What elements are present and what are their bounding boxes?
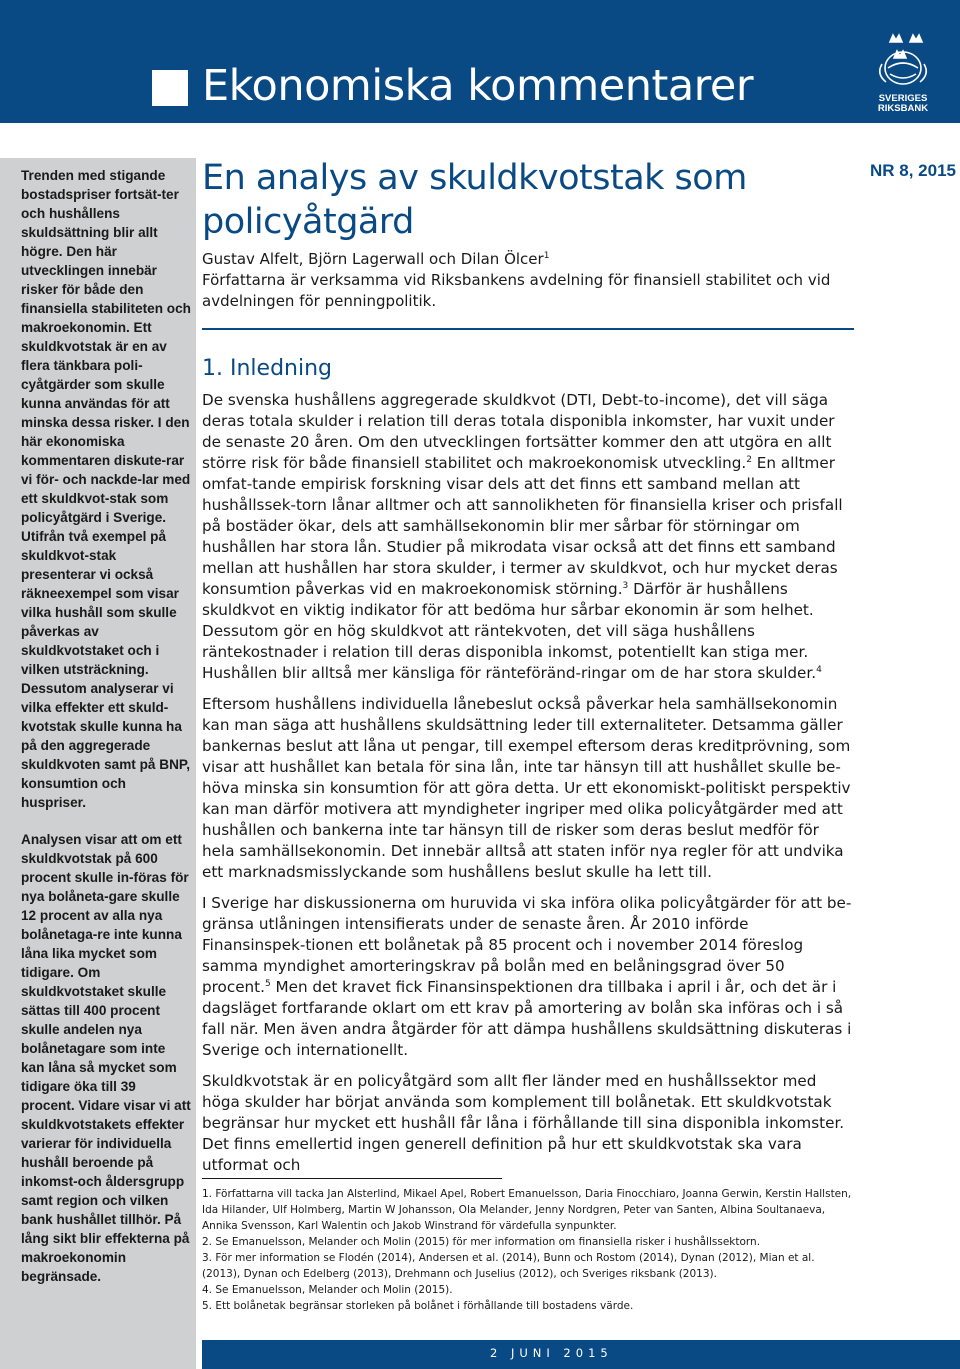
- logo-text-line1: SVERIGES: [878, 93, 928, 104]
- author-affiliation: Författarna är verksamma vid Riksbankens avdelning för finansiell stabilitet och vid avdelningen för penningpolitik.: [202, 271, 831, 310]
- p3-text-a: I Sverige har diskussionerna om huruvida vi ska införa olika policyåtgärder för att be-gränsa utlåningen intensifierats under de senaste åren. År 2010 införde Finansinspek-tionen ett bolånetak på 85 procent och i november 2014 föreslog samma myndighet amorteringskrav på bolån med en belåningsgrad över 50 procent.: [202, 894, 852, 996]
- footnote: 2. Se Emanuelsson, Melander och Molin (2015) för mer information om finansiella risker i hushållssektorn.: [202, 1236, 761, 1248]
- body-paragraph-3: [202, 893, 852, 1061]
- section-heading: 1. Inledning: [202, 356, 332, 381]
- summary-sidebar: [0, 158, 196, 1369]
- footnote: 4. Se Emanuelsson, Melander och Molin (2015).: [202, 1284, 453, 1296]
- footnote-ref: 2: [746, 454, 752, 465]
- body-paragraph-2: Eftersom hushållens individuella lånebeslut också påverkar hela samhällsekonomin kan man säga att hushållens skuldsättning leder till externaliteter. Detsamma gäller bankernas beslut att låna ut pengar, till exempel eftersom deras kreditprövning, som visar att hushållet kan betala för sina lån, inte tar hänsyn till att hushållet skulle be-höva minska sin konsumtion för att göra detta. Ur ett ekonomiskt-politiskt perspektiv kan man därför motivera att myndigheter ingriper med olika policyåtgärder med att hushållen och bankerna inte tar hänsyn till de risker som deras beslut medför för hela samhällsekonomin. Det innebär alltså att staten inför nya regler för att undvika ett marknadsmisslyckande som hushållens beslut skulle ha lett till.: [202, 695, 851, 881]
- authors: Gustav Alfelt, Björn Lagerwall och Dilan Ölcer: [202, 250, 544, 268]
- article-title: En analys av skuldkvotstak som policyåtgärd: [202, 158, 747, 242]
- author-block: [202, 246, 852, 312]
- article-body: [202, 390, 852, 1186]
- title-divider: [202, 328, 854, 330]
- p1-text-c: Därför är hushållens skuldkvot en viktig indikator för att bedöma hur sårbar ekonomin är som helhet. Dessutom gör en hög skuldkvot att räntekvoten, det vill säga hushållens räntekostnader i relation till deras disponibla inkomst, potentiellt kan stiga mer. Hushållen blir alltså mer känsliga för ränteföränd-ringar om de har stora skulder.: [202, 580, 817, 682]
- summary-text: [21, 166, 191, 1304]
- footnote-ref: 3: [622, 580, 629, 591]
- summary-paragraph-2: Analysen visar att om ett skuldkvotstak på 600 procent skulle in-föras för nya bolåneta-gare skulle 12 procent av alla nya bolånetaga-re inte kunna låna lika mycket som tidigare. Om skuldkvotstaket skulle sättas till 400 procent skulle andelen nya bolånetagare som inte kan låna så mycket som tidigare öka till 39 procent. Vidare visar vi att skuldkvotstakets effekter varierar för individuella hushåll beroende på inkomst-och åldersgrupp samt region och vilken bank hushållet tillhör. På lång sikt blir effekterna på makroekonomin begränsade.: [21, 832, 191, 1284]
- body-paragraph-4: Skuldkvotstak är en policyåtgärd som allt fler länder med en hushållssektor med höga skulder har börjat använda som komplement till bolånetak. Ett skuldkvotstak begränsar hur mycket ett hushåll får låna i förhållande till sina disponibla inkomster. Det finns emellertid ingen generell definition på hur ett skuldkvotstak ska vara utformat och: [202, 1072, 845, 1174]
- p1-text-a: De svenska hushållens aggregerade skuldkvot (DTI, Debt-to-income), det vill säga deras totala skulder i relation till deras totala disponibla inkomster, har vuxit under de senaste 20 åren. Om den utvecklingen fortsätter kommer den att utgöra en allt större risk för både finansiell stabilitet och makroekonomisk utveckling.: [202, 391, 835, 472]
- footnote-ref: 1: [543, 251, 550, 261]
- logo-wordmark: [868, 94, 938, 114]
- author-line: [202, 246, 852, 270]
- header-square-mark: [152, 70, 188, 106]
- footnote: 3. För mer information se Flodén (2014), Andersen et al. (2014), Bunn och Rostom (2014), Dynan (2012), Mian et al. (2013), Dynan och Edelberg (2013), Drehmann och Juselius (2012), och Sveriges riksbank (2013).: [202, 1252, 815, 1280]
- issue-number: NR 8, 2015: [870, 161, 956, 180]
- publication-date: 2 JUNI 2015: [490, 1346, 613, 1360]
- publication-title: Ekonomiska kommentarer: [202, 61, 754, 111]
- summary-paragraph-1: Trenden med stigande bostadspriser fortsät-ter och hushållens skuldsättning blir allt högre. Den här utvecklingen innebär risker för både den finansiella stabiliteten och makroekonomin. Ett skuldkvotstak är en av flera tänkbara poli-cyåtgärder som skulle kunna användas för att minska dessa risker. I den här ekonomiska kommentaren diskute-rar vi för- och nackde-lar med ett skuldkvot-stak som policyåtgärd i Sverige. Utifrån två exempel på skuldkvot-stak presenterar vi också räkneexempel som visar vilka hushåll som skulle påverkas av skuldkvotstaket och i vilken utsträckning. Dessutom analyserar vi vilka effekter ett skuld-kvotstak skulle kunna ha på den aggregerade skuldkvoten samt på BNP, konsumtion och huspriser.: [21, 168, 191, 810]
- footnote-ref: 4: [816, 664, 822, 675]
- body-paragraph-1: [202, 390, 852, 684]
- page-header-band: [0, 0, 960, 123]
- p1-text-b: En alltmer omfat-tande empirisk forskning visar dels att det finns ett samband mellan att hushållssek-torn lånar alltmer och att sannolikheten för finansiella kriser och prisfall på bostäder ökar, dels att samhällsekonomin blir mer sårbar för störningar om hushållen har stora lån. Studier på mikrodata visar också att det finns ett samband mellan att hushållen har stora skulder, i termer av skuldkvot, och hur mycket deras konsumtion påverkas vid en makroekonomisk störning.: [202, 454, 843, 598]
- footnotes: [202, 1186, 852, 1314]
- riksbank-logo: [868, 28, 938, 120]
- riksbank-crown-emblem-icon: [868, 28, 938, 92]
- footnote: 1. Författarna vill tacka Jan Alsterlind, Mikael Apel, Robert Emanuelsson, Daria Finocchiaro, Joanna Gerwin, Kerstin Hallsten, Ida Hilander, Ulf Holmberg, Martin W Johansson, Ola Melander, Jenny Nordgren, Peter van Santen, Albina Soultanaeva, Annika Svensson, Karl Walentin och Jakob Winstrand för värdefulla synpunkter.: [202, 1188, 852, 1232]
- footnote-rule: [202, 1178, 502, 1179]
- footnote: 5. Ett bolånetak begränsar storleken på bolånet i förhållande till bostadens värde.: [202, 1300, 634, 1312]
- footnote-ref: 5: [264, 978, 271, 989]
- logo-text-line2: RIKSBANK: [877, 103, 929, 114]
- p3-text-b: Men det kravet fick Finansinspektionen dra tillbaka i april i år, och det är i dagsläget fortfarande oklart om ett krav på amortering av bolån ska införas och i så fall när. Men även andra åtgärder för att dämpa hushållens skuldsättning diskuteras i Sverige och internationellt.: [202, 978, 852, 1059]
